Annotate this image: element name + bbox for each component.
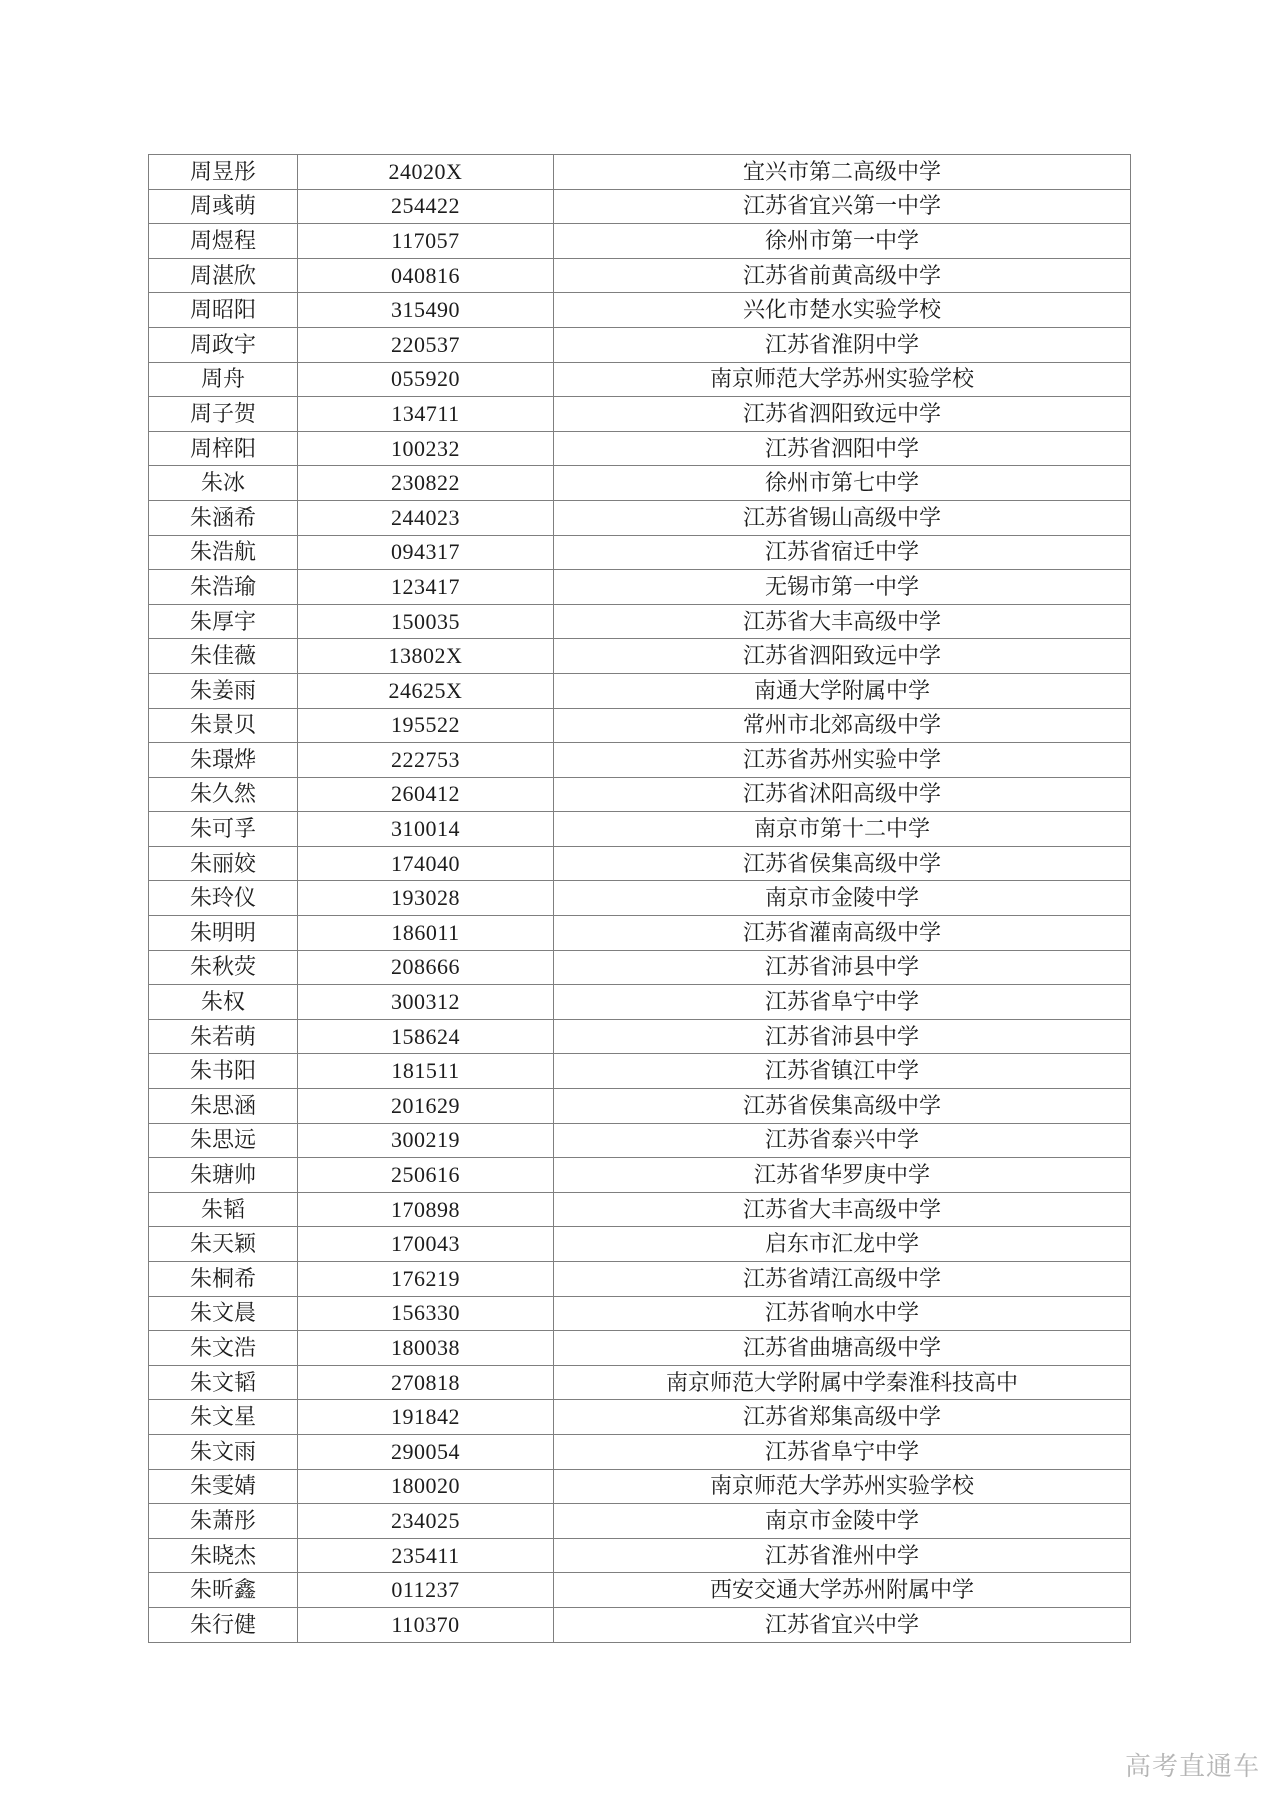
school-cell: 江苏省镇江中学 (554, 1054, 1131, 1089)
student-name-cell: 朱桐希 (149, 1262, 298, 1297)
student-name-cell: 周湛欣 (149, 258, 298, 293)
exam-number-cell: 24020X (298, 155, 554, 190)
student-name-cell: 朱玲仪 (149, 881, 298, 916)
exam-number-cell: 176219 (298, 1262, 554, 1297)
exam-number-cell: 158624 (298, 1019, 554, 1054)
school-cell: 南京市第十二中学 (554, 812, 1131, 847)
table-row (149, 881, 1131, 916)
school-cell: 江苏省郑集高级中学 (554, 1400, 1131, 1435)
table-row (149, 916, 1131, 951)
exam-number-cell: 011237 (298, 1573, 554, 1608)
exam-number-cell: 150035 (298, 604, 554, 639)
school-cell: 江苏省泗阳致远中学 (554, 639, 1131, 674)
student-name-cell: 朱秋荧 (149, 950, 298, 985)
table-row (149, 535, 1131, 570)
exam-number-cell: 055920 (298, 362, 554, 397)
table-row (149, 397, 1131, 432)
table-row (149, 846, 1131, 881)
student-name-cell: 朱丽姣 (149, 846, 298, 881)
exam-number-cell: 270818 (298, 1365, 554, 1400)
school-cell: 江苏省沛县中学 (554, 950, 1131, 985)
school-cell: 江苏省侯集高级中学 (554, 1089, 1131, 1124)
student-name-cell: 朱璟烨 (149, 743, 298, 778)
school-cell: 宜兴市第二高级中学 (554, 155, 1131, 190)
exam-number-cell: 170043 (298, 1227, 554, 1262)
exam-number-cell: 094317 (298, 535, 554, 570)
exam-number-cell: 24625X (298, 673, 554, 708)
table-row (149, 189, 1131, 224)
exam-number-cell: 244023 (298, 500, 554, 535)
school-cell: 江苏省泗阳致远中学 (554, 397, 1131, 432)
watermark: 高考直通车 (1124, 1751, 1260, 1781)
student-name-cell: 朱文浩 (149, 1331, 298, 1366)
exam-number-cell: 156330 (298, 1296, 554, 1331)
school-cell: 江苏省锡山高级中学 (554, 500, 1131, 535)
table-row (149, 950, 1131, 985)
roster-body (149, 155, 1131, 1643)
student-name-cell: 朱文星 (149, 1400, 298, 1435)
student-name-cell: 朱景贝 (149, 708, 298, 743)
table-row (149, 1192, 1131, 1227)
student-name-cell: 周昭阳 (149, 293, 298, 328)
student-name-cell: 朱姜雨 (149, 673, 298, 708)
table-row (149, 1054, 1131, 1089)
exam-number-cell: 170898 (298, 1192, 554, 1227)
exam-number-cell: 201629 (298, 1089, 554, 1124)
table-row (149, 500, 1131, 535)
school-cell: 南通大学附属中学 (554, 673, 1131, 708)
table-row (149, 1573, 1131, 1608)
exam-number-cell: 110370 (298, 1607, 554, 1642)
school-cell: 无锡市第一中学 (554, 570, 1131, 605)
table-row (149, 639, 1131, 674)
exam-number-cell: 134711 (298, 397, 554, 432)
exam-number-cell: 250616 (298, 1158, 554, 1193)
table-row (149, 777, 1131, 812)
table-row (149, 812, 1131, 847)
exam-number-cell: 186011 (298, 916, 554, 951)
exam-number-cell: 315490 (298, 293, 554, 328)
school-cell: 江苏省华罗庚中学 (554, 1158, 1131, 1193)
exam-number-cell: 235411 (298, 1538, 554, 1573)
student-name-cell: 周彧萌 (149, 189, 298, 224)
table-row (149, 1538, 1131, 1573)
table-row (149, 1607, 1131, 1642)
table-row (149, 224, 1131, 259)
student-name-cell: 朱浩瑜 (149, 570, 298, 605)
school-cell: 徐州市第七中学 (554, 466, 1131, 501)
school-cell: 江苏省阜宁中学 (554, 985, 1131, 1020)
school-cell: 江苏省前黄高级中学 (554, 258, 1131, 293)
school-cell: 常州市北郊高级中学 (554, 708, 1131, 743)
school-cell: 江苏省沛县中学 (554, 1019, 1131, 1054)
school-cell: 江苏省响水中学 (554, 1296, 1131, 1331)
student-name-cell: 朱天颖 (149, 1227, 298, 1262)
exam-number-cell: 100232 (298, 431, 554, 466)
exam-number-cell: 117057 (298, 224, 554, 259)
school-cell: 江苏省大丰高级中学 (554, 1192, 1131, 1227)
student-name-cell: 朱涵希 (149, 500, 298, 535)
exam-number-cell: 300312 (298, 985, 554, 1020)
school-cell: 江苏省侯集高级中学 (554, 846, 1131, 881)
student-name-cell: 周舟 (149, 362, 298, 397)
student-name-cell: 朱浩航 (149, 535, 298, 570)
table-row (149, 1365, 1131, 1400)
table-row (149, 293, 1131, 328)
table-row (149, 258, 1131, 293)
school-cell: 南京市金陵中学 (554, 1504, 1131, 1539)
school-cell: 南京师范大学苏州实验学校 (554, 1469, 1131, 1504)
table-row (149, 673, 1131, 708)
exam-number-cell: 300219 (298, 1123, 554, 1158)
exam-number-cell: 174040 (298, 846, 554, 881)
school-cell: 江苏省泰兴中学 (554, 1123, 1131, 1158)
student-name-cell: 朱行健 (149, 1607, 298, 1642)
school-cell: 江苏省阜宁中学 (554, 1434, 1131, 1469)
student-name-cell: 朱晓杰 (149, 1538, 298, 1573)
table-row (149, 604, 1131, 639)
student-name-cell: 朱厚宇 (149, 604, 298, 639)
exam-number-cell: 208666 (298, 950, 554, 985)
school-cell: 江苏省苏州实验中学 (554, 743, 1131, 778)
student-name-cell: 朱明明 (149, 916, 298, 951)
exam-number-cell: 191842 (298, 1400, 554, 1435)
student-name-cell: 周子贺 (149, 397, 298, 432)
student-name-cell: 朱昕鑫 (149, 1573, 298, 1608)
school-cell: 兴化市楚水实验学校 (554, 293, 1131, 328)
table-row (149, 1400, 1131, 1435)
student-name-cell: 朱思涵 (149, 1089, 298, 1124)
school-cell: 南京师范大学苏州实验学校 (554, 362, 1131, 397)
exam-number-cell: 254422 (298, 189, 554, 224)
table-row (149, 1158, 1131, 1193)
student-name-cell: 朱权 (149, 985, 298, 1020)
student-name-cell: 朱文晨 (149, 1296, 298, 1331)
table-row (149, 1504, 1131, 1539)
school-cell: 江苏省灌南高级中学 (554, 916, 1131, 951)
student-name-cell: 朱瑭帅 (149, 1158, 298, 1193)
exam-number-cell: 230822 (298, 466, 554, 501)
student-name-cell: 朱萧彤 (149, 1504, 298, 1539)
school-cell: 江苏省大丰高级中学 (554, 604, 1131, 639)
exam-number-cell: 222753 (298, 743, 554, 778)
table-row (149, 1296, 1131, 1331)
table-row (149, 1262, 1131, 1297)
student-roster-table (148, 154, 1131, 1643)
exam-number-cell: 234025 (298, 1504, 554, 1539)
school-cell: 江苏省淮州中学 (554, 1538, 1131, 1573)
exam-number-cell: 13802X (298, 639, 554, 674)
school-cell: 启东市汇龙中学 (554, 1227, 1131, 1262)
exam-number-cell: 040816 (298, 258, 554, 293)
student-name-cell: 朱久然 (149, 777, 298, 812)
table-row (149, 1123, 1131, 1158)
student-name-cell: 朱韬 (149, 1192, 298, 1227)
table-row (149, 985, 1131, 1020)
student-name-cell: 朱若萌 (149, 1019, 298, 1054)
exam-number-cell: 220537 (298, 327, 554, 362)
school-cell: 南京市金陵中学 (554, 881, 1131, 916)
school-cell: 江苏省沭阳高级中学 (554, 777, 1131, 812)
table-row (149, 362, 1131, 397)
school-cell: 江苏省泗阳中学 (554, 431, 1131, 466)
exam-number-cell: 290054 (298, 1434, 554, 1469)
student-name-cell: 朱可孚 (149, 812, 298, 847)
school-cell: 江苏省靖江高级中学 (554, 1262, 1131, 1297)
school-cell: 南京师范大学附属中学秦淮科技高中 (554, 1365, 1131, 1400)
table-row (149, 327, 1131, 362)
table-row (149, 1331, 1131, 1366)
student-name-cell: 朱雯婧 (149, 1469, 298, 1504)
student-name-cell: 朱佳薇 (149, 639, 298, 674)
exam-number-cell: 180038 (298, 1331, 554, 1366)
table-row (149, 743, 1131, 778)
exam-number-cell: 260412 (298, 777, 554, 812)
table-row (149, 1434, 1131, 1469)
table-row (149, 155, 1131, 190)
student-name-cell: 周煜程 (149, 224, 298, 259)
table-row (149, 708, 1131, 743)
exam-number-cell: 193028 (298, 881, 554, 916)
table-row (149, 1227, 1131, 1262)
school-cell: 徐州市第一中学 (554, 224, 1131, 259)
student-name-cell: 周梓阳 (149, 431, 298, 466)
school-cell: 江苏省淮阴中学 (554, 327, 1131, 362)
student-name-cell: 周昱彤 (149, 155, 298, 190)
exam-number-cell: 180020 (298, 1469, 554, 1504)
school-cell: 江苏省宜兴第一中学 (554, 189, 1131, 224)
exam-number-cell: 181511 (298, 1054, 554, 1089)
student-name-cell: 朱冰 (149, 466, 298, 501)
student-name-cell: 朱思远 (149, 1123, 298, 1158)
exam-number-cell: 310014 (298, 812, 554, 847)
school-cell: 江苏省宜兴中学 (554, 1607, 1131, 1642)
school-cell: 江苏省曲塘高级中学 (554, 1331, 1131, 1366)
table-row (149, 431, 1131, 466)
table-row (149, 1469, 1131, 1504)
table-row (149, 466, 1131, 501)
table-row (149, 570, 1131, 605)
student-name-cell: 朱书阳 (149, 1054, 298, 1089)
student-name-cell: 朱文雨 (149, 1434, 298, 1469)
school-cell: 江苏省宿迁中学 (554, 535, 1131, 570)
exam-number-cell: 123417 (298, 570, 554, 605)
school-cell: 西安交通大学苏州附属中学 (554, 1573, 1131, 1608)
student-name-cell: 周政宇 (149, 327, 298, 362)
table-row (149, 1019, 1131, 1054)
student-name-cell: 朱文韬 (149, 1365, 298, 1400)
table-row (149, 1089, 1131, 1124)
exam-number-cell: 195522 (298, 708, 554, 743)
